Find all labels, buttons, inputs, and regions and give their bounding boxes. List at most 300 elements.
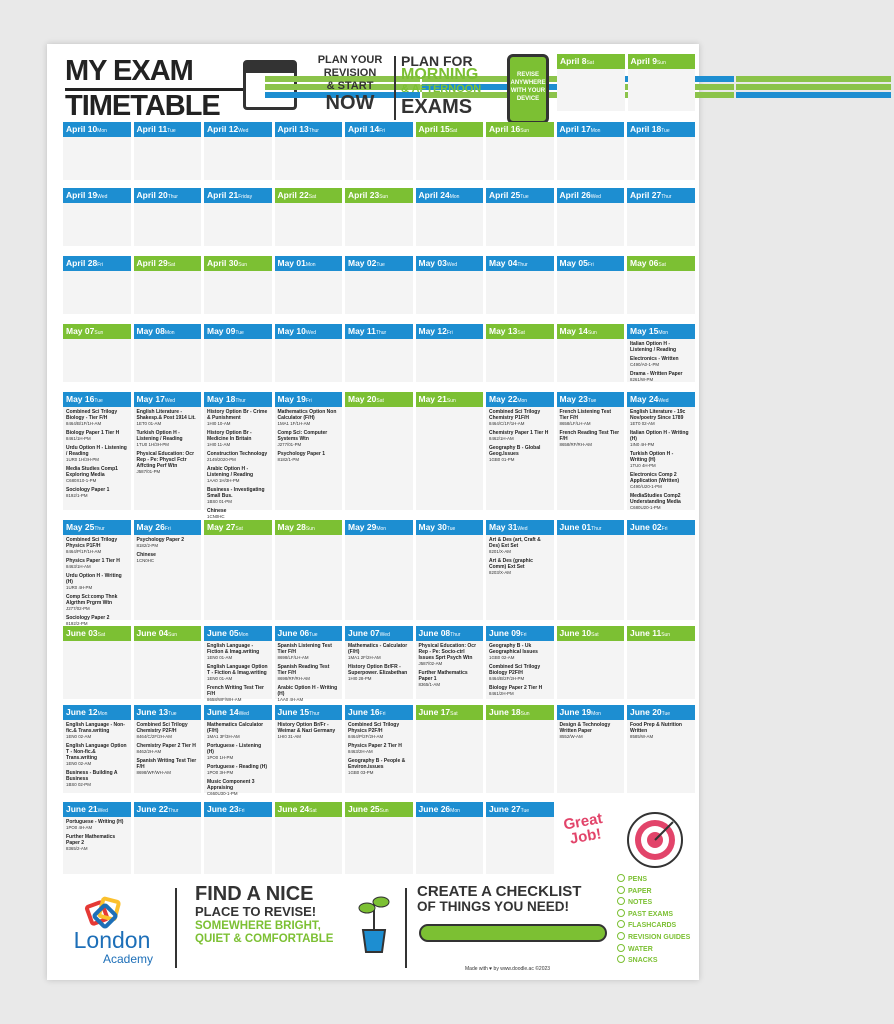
day-header [134,705,202,720]
day-header [345,188,413,203]
exam-code: 1ET0 02-AM [630,421,655,426]
day-cell [486,256,554,314]
exam-code: 8464/C/1F/1H-AM [489,421,525,426]
calendar-week-row [63,324,695,382]
exam-name: Electronics Comp 2 Application (Written) [630,472,680,484]
exam-entry [207,409,269,427]
exam-code: 8698/WF/WH-AM [136,770,171,775]
day-weekday: Sat [591,632,599,638]
day-date: June 14 [207,707,239,717]
day-date: June 08 [418,628,451,638]
exam-entry [630,356,692,368]
day-weekday: Fri [446,330,453,336]
day-date: April 14 [348,124,380,134]
exam-entry [207,764,269,776]
day-cell [345,256,413,314]
day-date: June 21 [66,804,98,814]
day-date: April 16 [489,124,521,134]
divider [175,888,177,968]
day-cell [345,188,413,246]
day-cell [134,256,202,314]
day-date: May 16 [66,394,95,404]
exam-code: 2149/2020-PM [207,457,236,462]
day-header [275,626,343,641]
exam-code: 1UR0 4H-PM [66,585,93,590]
day-header [275,705,343,720]
exam-entry [560,409,622,427]
exam-entry [207,743,269,761]
calendar-week-row [63,626,695,702]
exam-entry [137,451,199,475]
exam-name: MediaStudies Comp2 Understanding Media [630,493,681,505]
exam-code: 1GB0 01-PM [489,457,515,462]
plan1-line: & START [326,80,374,92]
day-cell [134,520,202,620]
plan2-line: & AFTERNOON [401,83,482,95]
day-cell [204,802,272,874]
day-header [486,626,554,641]
exam-name: History Option Br/Fr - Weimar & Nazi Germany [277,722,336,734]
day-cell [345,705,413,793]
day-cell [557,324,625,382]
day-header [627,392,695,407]
day-date: June 06 [277,628,310,638]
day-cell [628,54,696,111]
day-cell [627,256,695,314]
exam-name: Mathematics Option Non Calculator (F/H) [277,409,337,421]
exam-name: Biology Paper 1 Tier H [66,430,120,436]
exam-code: 1EN0 02-AM [66,761,92,766]
day-date: May 28 [277,522,306,532]
day-date: May 12 [418,326,447,336]
day-date: April 13 [277,124,309,134]
exam-name: Chemistry Paper 2 Tier H [136,743,196,749]
exam-entry [66,430,128,442]
day-cell [63,122,131,180]
plan2-line: PLAN FOR [401,53,473,69]
checklist-item: PAPER [617,886,697,898]
day-header [486,324,554,339]
day-date: April 18 [630,124,662,134]
day-weekday: Fri [379,711,386,717]
exam-name: Design & Technology Written Paper [559,722,611,734]
exam-entry [207,508,269,520]
exam-entry [66,537,128,555]
day-weekday: Thur [308,128,319,134]
exam-entry [348,643,410,661]
london-academy-logo [67,894,157,966]
day-date: May 31 [489,522,518,532]
exam-entry [489,409,551,427]
exam-code: 8203/X-AM [489,570,511,575]
exam-entry [207,664,269,682]
exam-name: Combined Sci Trilogy Biology P2F/H [489,664,541,676]
exam-entry [278,664,340,682]
day-weekday: Sun [661,632,671,638]
day-date: June 04 [136,628,169,638]
day-date: May 19 [277,394,306,404]
exam-entry [489,445,551,463]
exam-entry [419,670,481,688]
exam-name: Electronics - Written [630,356,679,362]
exam-list [627,407,695,516]
day-weekday: Wed [446,262,458,268]
day-cell [557,626,625,699]
day-weekday: Mon [376,526,387,532]
exam-entry [66,445,128,463]
day-date: May 21 [418,394,447,404]
day-date: May 17 [136,394,165,404]
day-cell [627,392,695,510]
day-header [557,392,625,407]
day-cell [627,520,695,620]
exam-name: Physics Paper 1 Tier H [66,558,120,564]
exam-entry [207,430,269,448]
day-cell [275,802,343,874]
exam-code: 1PO0 4H-AM [66,825,93,830]
day-weekday: Sun [520,711,530,717]
exam-list [627,339,695,388]
day-header [416,324,484,339]
day-header [63,520,131,535]
exam-name: Mathematics - Calculator (F/H) [348,643,408,655]
exam-code: 8464/B/2F/2H-PM [489,676,525,681]
day-header [134,802,202,817]
day-cell [134,392,202,510]
day-date: May 03 [418,258,447,268]
day-cell [275,188,343,246]
exam-list [63,817,131,857]
exam-entry [630,472,692,490]
calendar-week-row [63,520,695,626]
exam-name: Mathematics Calculator (F/H) [207,722,264,734]
exam-name: Comp Sci:comp Thnk Algrthm Prgrm Wtn [66,594,118,606]
exam-list [345,720,413,781]
exam-entry [207,722,269,740]
exam-entry [278,451,340,463]
day-date: April 27 [630,190,662,200]
exam-code: 1HI0 31-AM [277,734,301,739]
exam-name: Combined Sci Trilogy Chemistry P1F/H [489,409,541,421]
calendar-week-row [63,188,695,246]
exam-code: 8365/1-AM [418,682,440,687]
exam-code: J277/02-PM [66,606,90,611]
calendar-week-row [63,54,695,111]
exam-list [275,641,343,708]
exam-name: Further Mathematics Paper 2 [66,834,116,846]
day-weekday: Fri [379,128,386,134]
exam-entry [278,430,340,448]
exam-name: History Option Br - Crime & Punishment [207,409,268,421]
day-header [63,626,131,641]
exam-list [204,720,272,802]
exam-code: 1BS0 02-PM [66,782,91,787]
exam-entry [137,537,199,549]
day-date: May 04 [489,258,518,268]
day-weekday: Mon [164,330,175,336]
exam-code: 1IN0 4H-PM [630,442,655,447]
pen-icon [419,924,607,942]
exam-code: 8585/W-AM [630,734,654,739]
day-date: April 26 [559,190,591,200]
day-header [63,705,131,720]
day-date: April 10 [66,124,98,134]
day-header [627,705,695,720]
day-weekday: Fri [238,808,245,814]
day-date: June 26 [418,804,451,814]
exam-name: Turkish Option H - Writing (H) [630,451,674,463]
title-line-1: MY EXAM [65,56,293,91]
day-date: May 06 [630,258,659,268]
day-header [627,626,695,641]
exam-name: Chinese [136,552,156,558]
day-cell [275,392,343,510]
day-date: April 9 [630,56,657,66]
checklist-item: SNACKS [617,955,697,967]
day-date: June 16 [348,707,380,717]
exam-name: Portuguese - Reading (H) [207,764,268,770]
day-header [134,256,202,271]
exam-entry [207,643,269,661]
exam-name: Italian Option H - Listening / Reading [630,341,677,353]
day-date: May 01 [277,258,306,268]
day-header [63,256,131,271]
exam-list [204,407,272,525]
day-header [486,705,554,720]
day-weekday: Sun [446,398,456,404]
day-weekday: Sat [309,808,317,814]
day-weekday: Wed [590,194,601,200]
day-cell [204,520,272,620]
day-date: May 14 [559,326,588,336]
day-cell [486,324,554,382]
exam-name: Geography B - People & Environ.issues [348,758,406,770]
exam-code: J587/01-PM [136,469,161,474]
exam-code: 8658/RF/RH-AM [559,442,592,447]
day-date: June 27 [489,804,521,814]
day-cell [275,256,343,314]
day-date: June 23 [207,804,239,814]
exam-code: J587/02-AM [418,661,443,666]
checklist-item: FLASHCARDS [617,920,697,932]
day-header [416,520,484,535]
exam-name: Comp Sci: Computer Systems Wtn [277,430,328,442]
day-header [416,122,484,137]
exam-code: 1EN0 01-AM [207,655,233,660]
great-job-badge: Great Job! [562,809,604,848]
exam-code: 1HI0 10-AM [207,421,231,426]
day-weekday: Tue [520,808,530,814]
day-cell [63,626,131,699]
day-weekday: Wed [517,526,528,532]
checklist-item: WATER [617,944,697,956]
day-header [416,705,484,720]
day-header [486,122,554,137]
day-header [416,802,484,817]
exam-entry [66,573,128,591]
day-cell [486,705,554,793]
day-weekday: Mon [591,711,601,717]
checklist [617,874,697,967]
exam-name: Psychology Paper 1 [277,451,326,457]
day-cell [627,705,695,793]
day-cell [416,324,484,382]
exam-code: 8365/2-AM [66,846,88,851]
exam-code: 1EN0 02-AM [66,734,92,739]
day-header [275,392,343,407]
day-header [204,122,272,137]
exam-name: English Language Option T - Fiction & Imag.writing [207,664,268,676]
plan1-line: PLAN YOUR [317,54,383,66]
exam-code: 8464/C/2F/2H-AM [136,734,172,739]
day-cell [557,705,625,793]
exam-entry [630,451,692,469]
day-weekday: Mon [97,711,108,717]
day-date: June 18 [489,707,521,717]
exam-list [134,720,202,781]
day-date: June 24 [277,804,310,814]
checklist-item: REVISION GUIDES [617,932,697,944]
day-cell [416,520,484,620]
day-cell [486,392,554,510]
day-header [557,705,625,720]
day-header [204,188,272,203]
exam-entry [207,451,269,463]
day-header [204,256,272,271]
day-cell [134,802,202,874]
day-date: June 13 [136,707,169,717]
exam-name: English Language - Non-fic.& Trans.writing [66,722,125,734]
day-header [416,626,484,641]
exam-code: 1ET0 01-AM [136,421,162,426]
day-date: April 8 [560,56,587,66]
day-weekday: Fri [661,526,668,532]
day-cell [275,324,343,382]
day-cell [275,122,343,180]
day-cell [204,188,272,246]
day-cell [557,256,625,314]
day-cell [63,392,131,510]
exam-list [416,641,484,693]
day-header [63,324,131,339]
day-date: April 19 [66,190,98,200]
day-header [134,392,202,407]
exam-name: Business - Building A Business [66,770,118,782]
day-cell [416,392,484,510]
exam-name: Portuguese - Listening (H) [207,743,262,755]
exam-entry [207,487,269,505]
day-header [486,520,554,535]
exam-name: Drama - Written Paper [630,371,683,377]
day-date: June 09 [489,628,521,638]
timetable-poster [47,44,699,980]
exam-name: Arabic Option H - Listening / Reading [207,466,254,478]
credit-text: Made with ♥ by www.doodle.ac ©2023 [465,966,551,972]
exam-name: Portuguese - Writing (H) [66,819,124,825]
day-date: June 25 [348,804,380,814]
exam-code: 1EN0 01-AM [207,676,233,681]
exam-entry [66,487,128,499]
day-weekday: Mon [238,632,249,638]
exam-entry [66,743,128,767]
exam-name: English Literature - 19c Nov/poetry Since 1789 [630,409,686,421]
day-date: June 05 [207,628,239,638]
day-cell [486,188,554,246]
day-weekday: Fri [520,632,527,638]
day-header [275,256,343,271]
day-cell [345,324,413,382]
exam-code: 8461/1H-PM [66,436,91,441]
day-date: June 19 [559,707,592,717]
exam-list [63,720,131,793]
day-weekday: Tue [167,128,176,134]
exam-name: Spanish Reading Test Tier F/H [277,664,330,676]
exam-list [134,535,202,569]
day-weekday: Wed [658,398,669,404]
exam-entry [630,371,692,383]
day-weekday: Tue [446,526,456,532]
exam-code: 8462/2H-AM [136,749,162,754]
day-weekday: Wed [164,398,176,404]
day-cell [63,324,131,382]
exam-entry [137,430,199,448]
check-line: OF THINGS YOU NEED! [417,899,570,914]
check-line: CREATE A CHECKLIST [417,883,582,900]
calendar-week-row [63,122,695,180]
exam-entry [66,834,128,852]
exam-code: 1TU0 1H/3H-PM [136,442,169,447]
exam-entry [348,722,410,740]
day-cell [345,122,413,180]
exam-entry [348,758,410,776]
day-header [345,626,413,641]
day-header [275,802,343,817]
exam-code: 8261/W-PM [630,377,654,382]
day-date: April 12 [207,124,239,134]
day-header [416,392,484,407]
day-header [345,520,413,535]
exam-list [345,641,413,687]
day-date: April 17 [559,124,591,134]
exam-name: Art & Des (art, Craft & Des) Ext Set [489,537,541,549]
day-header [345,392,413,407]
exam-code: 8698/LF/LH-AM [277,655,309,660]
day-weekday: Wed [305,330,317,336]
plan2-line: EXAMS [401,96,473,118]
day-cell [345,392,413,510]
exam-entry [278,685,340,703]
exam-entry [66,722,128,740]
find-line: QUIET & COMFORTABLE [195,933,334,945]
day-cell [557,392,625,510]
day-weekday: Friday [238,194,253,200]
day-cell [134,324,202,382]
exam-code: 1HI0 28-PM [348,676,372,681]
day-weekday: Sat [517,330,525,336]
day-date: May 25 [66,522,95,532]
exam-list [486,641,554,702]
day-header [134,188,202,203]
exam-name: Combined Sci Trilogy Biology - Tier F/H [66,409,118,421]
exam-code: 1AA0 1H/3H-PM [207,478,240,483]
exam-code: 8552/W-AM [559,734,583,739]
day-date: April 30 [207,258,239,268]
day-date: May 10 [277,326,306,336]
day-weekday: Sat [586,60,594,66]
day-header [416,256,484,271]
exam-name: Biology Paper 2 Tier H [489,685,543,691]
day-date: April 15 [418,124,450,134]
